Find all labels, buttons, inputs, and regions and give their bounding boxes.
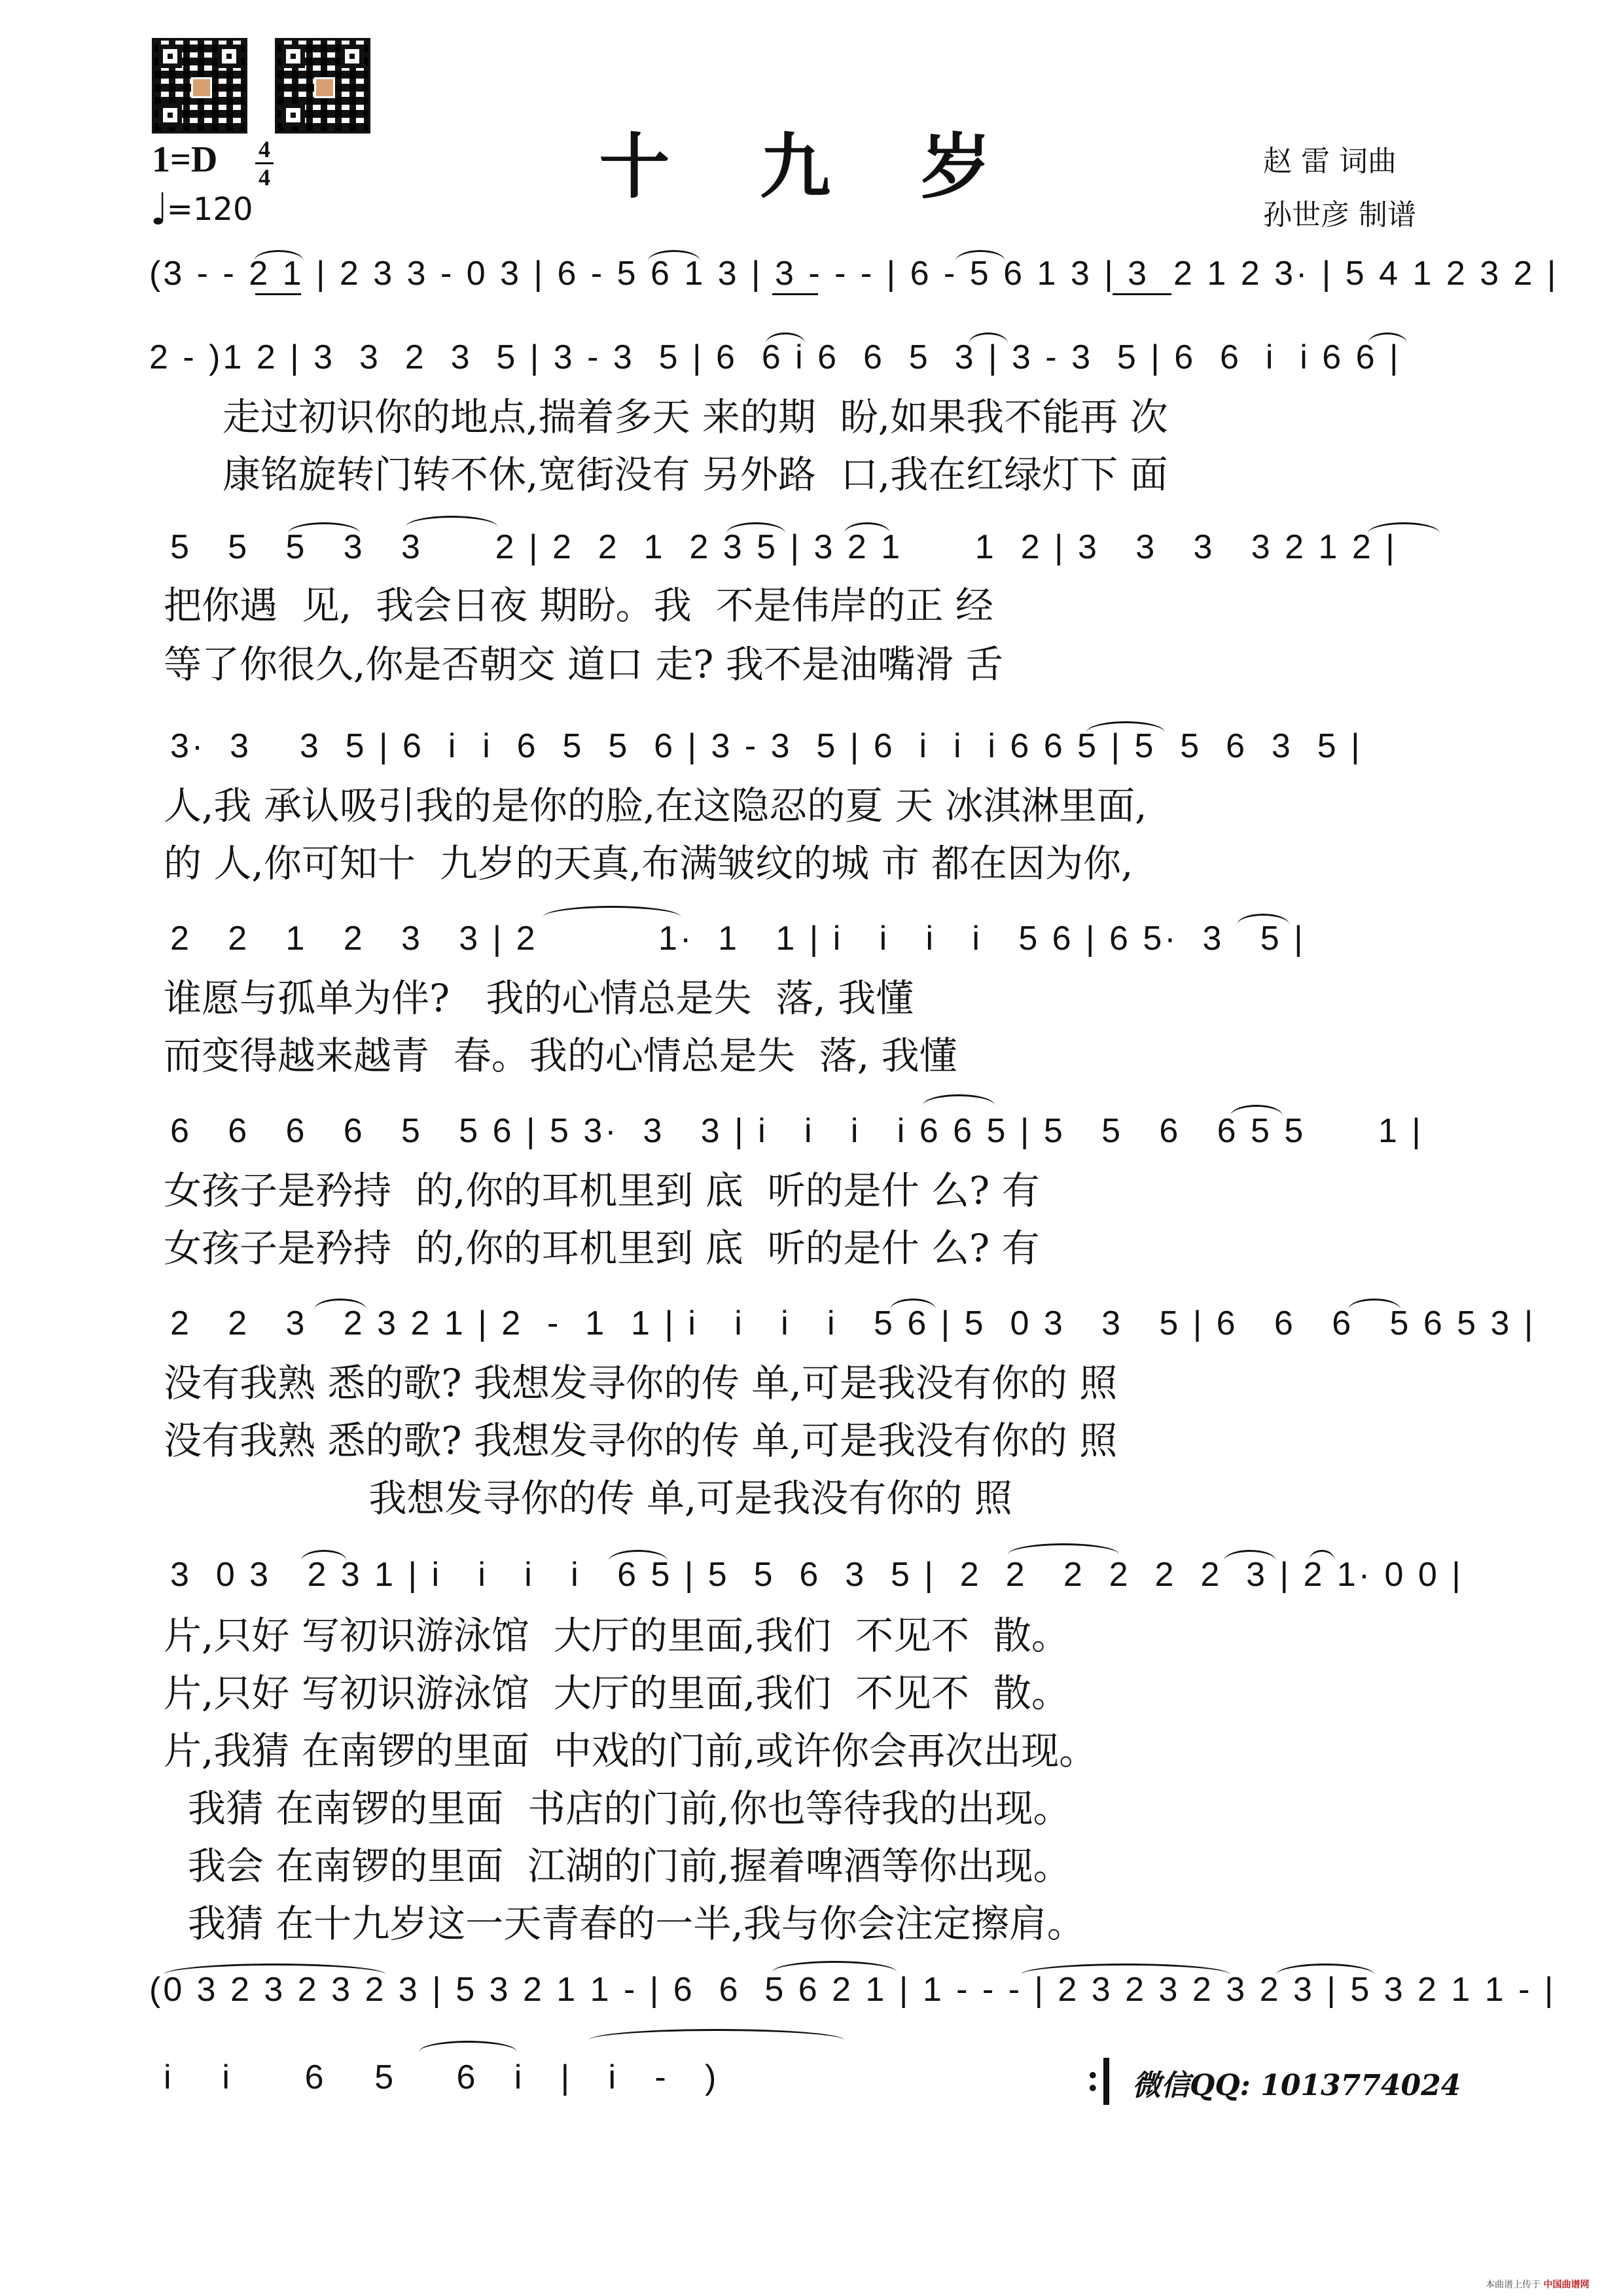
lyric-line-7-verse-1: 没有我熟 悉的歌? 我想发寻你的传 单,可是我没有你的 照: [164, 1361, 1118, 1405]
time-signature-top: 4: [259, 136, 270, 162]
notation-line-9: (0 3 2 3 2 3 2 3 | 5 3 2 1 1 - | 6 6 5 6 2 1 | 1 - - - | 2 3 2 3 2 3 2 3 | 5 3 2 1 1 - |: [149, 1971, 1556, 2009]
lyric-line-2-verse-2: 康铭旋转门转不休,宽街没有 另外路 口,我在红绿灯下 面: [223, 452, 1168, 497]
time-signature-bottom: 4: [259, 164, 270, 190]
composer-credit: 赵 雷 词曲: [1263, 145, 1397, 178]
notation-line-6: 6 6 6 6 5 5 6 | 5 3· 3 3 | i i i i 6 6 5 | 5 5 6 6 5 5 1 |: [170, 1112, 1423, 1150]
lyric-line-8-verse-5: 我会 在南锣的里面 江湖的门前,握着啤酒等你出现。: [164, 1844, 1071, 1888]
repeat-end-barline: :: [1086, 2055, 1109, 2105]
notation-line-4: 3· 3 3 5 | 6 i i 6 5 5 6 | 3 - 3 5 | 6 i i i 6 6 5 | 5 5 6 3 5 |: [170, 727, 1363, 765]
contact-info: 微信QQ: 1013774024: [1132, 2069, 1461, 2102]
notation-line-10: i i 6 5 6 i | i - ): [164, 2058, 719, 2096]
key-signature: 1=D: [152, 139, 218, 180]
time-signature: [255, 137, 274, 189]
notation-line-1: (3 - - 2 1 | 2 3 3 - 0 3 | 6 - 5 6 1 3 | 3 - - - | 6 - 5 6 1 3 | 3 2 1 2 3· | 5 4 1 2 3 2 |: [149, 255, 1559, 293]
lyric-line-8-verse-1: 片,只好 写初识游泳馆 大厅的里面,我们 不见不 散。: [164, 1613, 1069, 1658]
arranger-credit: 孙世彦 制谱: [1263, 198, 1416, 232]
lyric-line-5-verse-1: 谁愿与孤单为伴? 我的心情总是失 落, 我懂: [164, 976, 914, 1020]
lyric-line-8-verse-2: 片,只好 写初识游泳馆 大厅的里面,我们 不见不 散。: [164, 1671, 1069, 1715]
lyric-line-3-verse-1: 把你遇 见, 我会日夜 期盼。我 不是伟岸的正 经: [164, 583, 993, 628]
footer-text: 本曲谱上传于: [1486, 2280, 1541, 2290]
quarter-note-icon: ♩: [150, 183, 168, 236]
notation-line-5: 2 2 1 2 3 3 | 2 1· 1 1 | i i i i 5 6 | 6 5· 3 5 |: [170, 920, 1306, 958]
lyric-line-7-verse-3: 我想发寻你的传 单,可是我没有你的 照: [164, 1476, 1012, 1520]
tempo-value: =120: [166, 191, 253, 228]
lyric-line-8-verse-4: 我猜 在南锣的里面 书店的门前,你也等待我的出现。: [164, 1786, 1071, 1831]
lyric-line-8-verse-3: 片,我猜 在南锣的里面 中戏的门前,或许你会再次出现。: [164, 1729, 1097, 1773]
notation-line-2: 2 - )1 2 | 3 3 2 3 5 | 3 - 3 5 | 6 6 i 6 6 5 3 | 3 - 3 5 | 6 6 i i 6 6 |: [149, 338, 1401, 376]
lyric-line-3-verse-2: 等了你很久,你是否朝交 道口 走? 我不是油嘴滑 舌: [164, 642, 1004, 687]
lyric-line-6-verse-2: 女孩子是矜持 的,你的耳机里到 底 听的是什 么? 有: [164, 1226, 1040, 1270]
notation-line-7: 2 2 3 2 3 2 1 | 2 - 1 1 | i i i i 5 6 | 5 0 3 3 5 | 6 6 6 5 6 5 3 |: [170, 1304, 1536, 1342]
footer-watermark: [1486, 2278, 1589, 2291]
song-title: 十 九 岁: [599, 126, 1024, 208]
lyric-line-8-verse-6: 我猜 在十九岁这一天青春的一半,我与你会注定擦肩。: [164, 1901, 1085, 1946]
tempo-marking: [150, 183, 253, 236]
site-logo: 中国曲谱网: [1543, 2280, 1590, 2290]
lyric-line-7-verse-2: 没有我熟 悉的歌? 我想发寻你的传 单,可是我没有你的 照: [164, 1418, 1118, 1463]
lyric-line-5-verse-2: 而变得越来越青 春。我的心情总是失 落, 我懂: [164, 1033, 957, 1078]
notation-line-3: 5 5 5 3 3 2 | 2 2 1 2 3 5 | 3 2 1 1 2 | 3 3 3 3 2 1 2 |: [170, 528, 1397, 566]
lyric-line-6-verse-1: 女孩子是矜持 的,你的耳机里到 底 听的是什 么? 有: [164, 1168, 1040, 1213]
lyric-line-4-verse-1: 人,我 承认吸引我的是你的脸,在这隐忍的夏 天 冰淇淋里面,: [164, 783, 1147, 828]
lyric-line-4-verse-2: 的 人,你可知十 九岁的天真,布满皱纹的城 市 都在因为你,: [164, 841, 1133, 886]
lyric-line-2-verse-1: 走过初识你的地点,揣着多天 来的期 盼,如果我不能再 次: [223, 395, 1168, 439]
notation-line-8: 3 0 3 2 3 1 | i i i i 6 5 | 5 5 6 3 5 | 2 2 2 2 2 2 3 | 2 1· 0 0 |: [170, 1556, 1463, 1594]
